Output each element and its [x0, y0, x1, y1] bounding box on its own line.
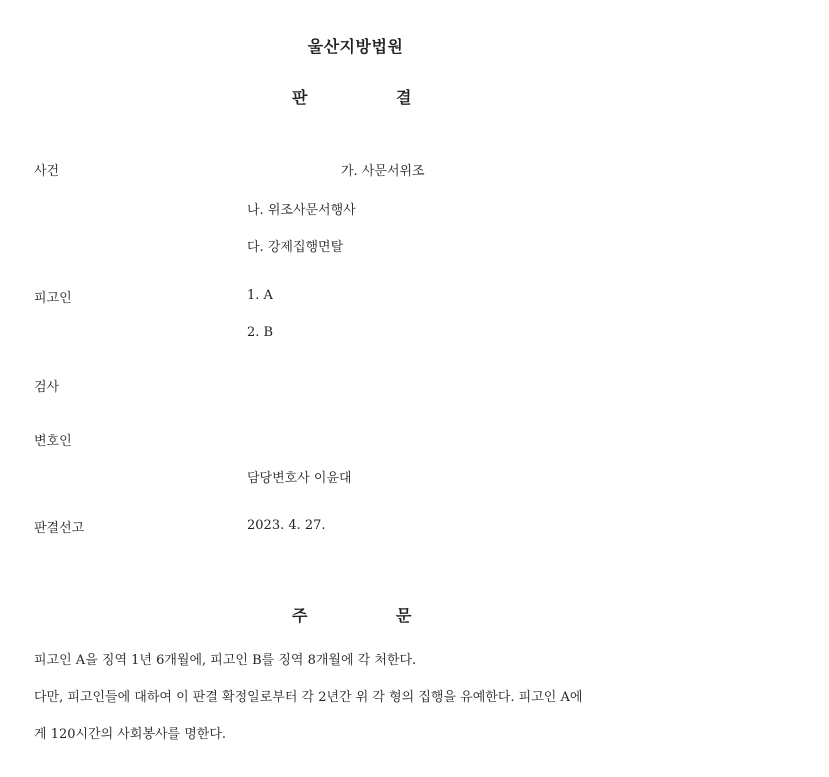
disposition-heading-right: 문	[396, 606, 412, 625]
court-name: 울산지방법원	[307, 37, 404, 56]
defendant-item-2: 2. B	[247, 325, 274, 340]
defendants-label: 피고인	[34, 291, 72, 306]
disposition-heading-left: 주	[292, 606, 308, 625]
disposition-line-1: 피고인 A을 징역 1년 6개월에, 피고인 B를 징역 8개월에 각 처한다.	[34, 653, 417, 668]
counsel-label: 변호인	[34, 434, 72, 449]
case-item-3: 다. 강제집행면탈	[247, 240, 344, 255]
case-item-2: 나. 위조사문서행사	[247, 203, 356, 218]
disposition-line-3: 게 120시간의 사회봉사를 명한다.	[34, 727, 227, 742]
verdict-date-label: 판결선고	[34, 521, 85, 536]
counsel-value: 담당변호사 이윤대	[247, 471, 352, 486]
case-label: 사건	[34, 164, 60, 179]
case-item-1: 가. 사문서위조	[341, 164, 425, 179]
verdict-date-value: 2023. 4. 27.	[247, 518, 326, 533]
defendant-item-1: 1. A	[247, 288, 273, 303]
disposition-line-2: 다만, 피고인들에 대하여 이 판결 확정일로부터 각 2년간 위 각 형의 집행을 유예한다. 피고인 A에	[34, 690, 583, 705]
prosecutor-label: 검사	[34, 380, 60, 395]
document-title-right: 결	[396, 88, 412, 107]
document-title-left: 판	[292, 88, 308, 107]
